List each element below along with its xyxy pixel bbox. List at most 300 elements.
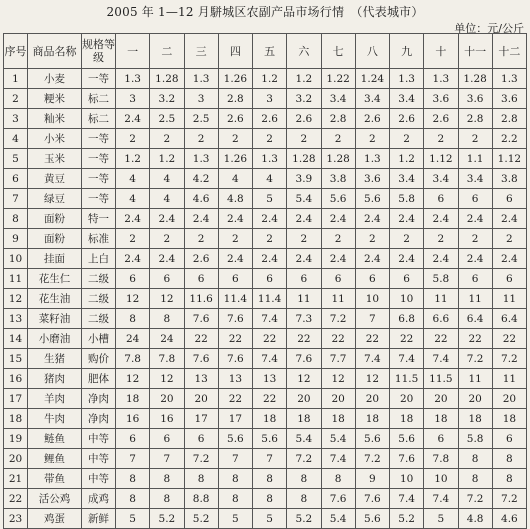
cell-price: 22: [321, 329, 355, 349]
cell-price: 8: [458, 449, 492, 469]
cell-price: 5.2: [390, 509, 424, 529]
cell-index: 7: [4, 189, 28, 209]
header-month: 四: [218, 34, 252, 69]
cell-grade: 一等: [82, 69, 116, 89]
table-row: [4, 429, 527, 449]
cell-price: 7.2: [287, 449, 321, 469]
cell-price: 6: [390, 269, 424, 289]
cell-price: 7: [150, 449, 184, 469]
cell-product: 花生仁: [28, 269, 82, 289]
cell-price: 22: [355, 329, 389, 349]
cell-price: 4: [116, 169, 150, 189]
cell-product: 绿豆: [28, 189, 82, 209]
cell-price: 2.4: [390, 249, 424, 269]
cell-price: 1.3: [424, 69, 458, 89]
cell-price: 18: [458, 409, 492, 429]
cell-price: 11: [458, 289, 492, 309]
cell-price: 11.6: [184, 289, 218, 309]
cell-price: 1.2: [150, 149, 184, 169]
table-row: [4, 129, 527, 149]
cell-price: 20: [184, 389, 218, 409]
cell-price: 12: [321, 369, 355, 389]
cell-price: 2.4: [424, 249, 458, 269]
cell-price: 5.8: [424, 269, 458, 289]
cell-product: 猪肉: [28, 369, 82, 389]
table-row: [4, 349, 527, 369]
cell-price: 1.22: [321, 69, 355, 89]
cell-price: 2: [390, 129, 424, 149]
cell-price: 7.4: [390, 349, 424, 369]
cell-price: 8: [253, 469, 287, 489]
cell-price: 2.6: [184, 249, 218, 269]
cell-price: 22: [184, 329, 218, 349]
cell-price: 2.4: [458, 249, 492, 269]
cell-price: 2: [355, 229, 389, 249]
cell-price: 7.6: [218, 349, 252, 369]
cell-price: 3.4: [390, 169, 424, 189]
cell-price: 8: [116, 489, 150, 509]
cell-grade: 二级: [82, 269, 116, 289]
table-row: [4, 389, 527, 409]
cell-price: 6: [184, 269, 218, 289]
cell-price: 13: [253, 369, 287, 389]
table-row: [4, 69, 527, 89]
header-month: 五: [253, 34, 287, 69]
cell-price: 3.6: [355, 169, 389, 189]
table-row: [4, 89, 527, 109]
cell-price: 11: [287, 289, 321, 309]
cell-price: 22: [218, 389, 252, 409]
cell-price: 1.12: [492, 149, 526, 169]
cell-product: 挂面: [28, 249, 82, 269]
cell-index: 15: [4, 349, 28, 369]
cell-price: 5.6: [355, 509, 389, 529]
cell-price: 6: [253, 269, 287, 289]
cell-price: 12: [150, 369, 184, 389]
cell-price: 2.4: [184, 209, 218, 229]
cell-index: 22: [4, 489, 28, 509]
cell-price: 4.2: [184, 169, 218, 189]
cell-price: 6: [458, 189, 492, 209]
cell-price: 2: [218, 129, 252, 149]
cell-price: 2.4: [116, 109, 150, 129]
cell-price: 16: [150, 409, 184, 429]
cell-price: 7.4: [355, 349, 389, 369]
cell-price: 6.6: [424, 309, 458, 329]
cell-grade: 新鲜: [82, 509, 116, 529]
cell-price: 18: [287, 409, 321, 429]
header-month: 九: [390, 34, 424, 69]
cell-price: 2.4: [458, 209, 492, 229]
cell-price: 17: [218, 409, 252, 429]
cell-price: 12: [287, 369, 321, 389]
cell-price: 2: [116, 129, 150, 149]
cell-index: 4: [4, 129, 28, 149]
cell-price: 2.4: [390, 209, 424, 229]
cell-price: 5: [424, 509, 458, 529]
cell-grade: 一等: [82, 189, 116, 209]
cell-index: 19: [4, 429, 28, 449]
cell-grade: 上白: [82, 249, 116, 269]
cell-price: 5.8: [390, 189, 424, 209]
cell-price: 2.5: [184, 109, 218, 129]
cell-price: 2.6: [253, 109, 287, 129]
cell-price: 12: [355, 369, 389, 389]
cell-grade: 标二: [82, 89, 116, 109]
cell-price: 11.4: [253, 289, 287, 309]
cell-price: 1.2: [116, 149, 150, 169]
cell-price: 7.8: [150, 349, 184, 369]
cell-price: 6: [218, 269, 252, 289]
cell-grade: 小槽: [82, 329, 116, 349]
price-table: [3, 33, 527, 529]
cell-price: 8: [492, 469, 526, 489]
cell-price: 6: [492, 269, 526, 289]
cell-price: 6.4: [458, 309, 492, 329]
cell-price: 2.8: [492, 109, 526, 129]
cell-price: 2.4: [116, 209, 150, 229]
cell-grade: 中等: [82, 449, 116, 469]
cell-product: 菜籽油: [28, 309, 82, 329]
cell-price: 22: [390, 329, 424, 349]
cell-price: 22: [287, 329, 321, 349]
cell-price: 6: [355, 269, 389, 289]
cell-price: 6.8: [390, 309, 424, 329]
table-header-row: [4, 34, 527, 69]
cell-price: 6: [184, 429, 218, 449]
cell-price: 2.8: [218, 89, 252, 109]
cell-price: 18: [424, 409, 458, 429]
cell-price: 18: [321, 409, 355, 429]
cell-price: 2.8: [458, 109, 492, 129]
cell-price: 8: [150, 469, 184, 489]
cell-price: 1.26: [218, 69, 252, 89]
cell-price: 10: [355, 289, 389, 309]
cell-grade: 二级: [82, 309, 116, 329]
header-month: 八: [355, 34, 389, 69]
cell-price: 2.6: [218, 109, 252, 129]
cell-price: 11: [492, 369, 526, 389]
cell-index: 3: [4, 109, 28, 129]
cell-price: 4: [150, 169, 184, 189]
cell-price: 5.6: [355, 429, 389, 449]
cell-price: 20: [150, 389, 184, 409]
cell-price: 2: [116, 229, 150, 249]
cell-price: 5.6: [218, 429, 252, 449]
cell-price: 10: [390, 289, 424, 309]
cell-price: 7: [355, 309, 389, 329]
cell-price: 5.4: [321, 509, 355, 529]
cell-price: 1.28: [458, 69, 492, 89]
cell-price: 11.5: [390, 369, 424, 389]
cell-grade: 购价: [82, 349, 116, 369]
cell-price: 2: [287, 229, 321, 249]
table-row: [4, 449, 527, 469]
cell-price: 8: [287, 469, 321, 489]
cell-price: 20: [390, 389, 424, 409]
cell-price: 2: [321, 229, 355, 249]
cell-price: 11: [424, 289, 458, 309]
table-row: [4, 229, 527, 249]
cell-product: 小麦: [28, 69, 82, 89]
header-month: 一: [116, 34, 150, 69]
cell-index: 23: [4, 509, 28, 529]
cell-price: 12: [116, 289, 150, 309]
cell-index: 8: [4, 209, 28, 229]
cell-price: 20: [287, 389, 321, 409]
cell-price: 20: [321, 389, 355, 409]
cell-index: 5: [4, 149, 28, 169]
cell-price: 3.4: [355, 89, 389, 109]
cell-index: 9: [4, 229, 28, 249]
cell-price: 2.4: [321, 249, 355, 269]
cell-price: 2: [492, 229, 526, 249]
cell-index: 17: [4, 389, 28, 409]
cell-price: 8: [150, 309, 184, 329]
cell-price: 7.4: [424, 489, 458, 509]
cell-product: 带鱼: [28, 469, 82, 489]
cell-price: 24: [150, 329, 184, 349]
cell-price: 4: [253, 169, 287, 189]
cell-price: 20: [355, 389, 389, 409]
cell-price: 4: [150, 189, 184, 209]
cell-price: 8: [321, 469, 355, 489]
cell-price: 2.4: [150, 249, 184, 269]
cell-price: 3.6: [492, 89, 526, 109]
cell-price: 6: [458, 269, 492, 289]
cell-price: 3.2: [287, 89, 321, 109]
cell-price: 5.6: [355, 189, 389, 209]
cell-product: 小米: [28, 129, 82, 149]
cell-index: 13: [4, 309, 28, 329]
cell-price: 7.4: [253, 349, 287, 369]
cell-price: 22: [492, 329, 526, 349]
cell-grade: 肥体: [82, 369, 116, 389]
cell-index: 16: [4, 369, 28, 389]
cell-price: 3.4: [321, 89, 355, 109]
table-row: [4, 289, 527, 309]
cell-price: 2: [321, 129, 355, 149]
cell-price: 2: [218, 229, 252, 249]
table-row: [4, 309, 527, 329]
cell-price: 7.2: [355, 449, 389, 469]
cell-price: 6: [492, 429, 526, 449]
cell-price: 4.8: [458, 509, 492, 529]
cell-index: 2: [4, 89, 28, 109]
cell-price: 6: [424, 189, 458, 209]
cell-price: 18: [355, 409, 389, 429]
cell-price: 2: [287, 129, 321, 149]
cell-price: 22: [253, 329, 287, 349]
cell-product: 小磨油: [28, 329, 82, 349]
cell-price: 20: [424, 389, 458, 409]
cell-price: 1.26: [218, 149, 252, 169]
table-body: [4, 69, 527, 529]
cell-price: 3.4: [390, 89, 424, 109]
cell-price: 2.4: [355, 249, 389, 269]
cell-price: 1.2: [287, 69, 321, 89]
cell-price: 7.6: [287, 349, 321, 369]
cell-index: 1: [4, 69, 28, 89]
cell-index: 21: [4, 469, 28, 489]
table-row: [4, 469, 527, 489]
cell-price: 7.2: [492, 489, 526, 509]
cell-price: 2.5: [150, 109, 184, 129]
cell-grade: 标二: [82, 109, 116, 129]
cell-price: 1.2: [390, 149, 424, 169]
cell-price: 1.3: [116, 69, 150, 89]
cell-price: 20: [492, 389, 526, 409]
cell-price: 18: [390, 409, 424, 429]
cell-price: 8: [150, 489, 184, 509]
cell-price: 8: [253, 489, 287, 509]
table-row: [4, 369, 527, 389]
cell-price: 2: [390, 229, 424, 249]
table-row: [4, 189, 527, 209]
cell-price: 2.4: [287, 209, 321, 229]
cell-price: 7.6: [218, 309, 252, 329]
cell-product: 鲢鱼: [28, 429, 82, 449]
cell-price: 8: [218, 469, 252, 489]
cell-price: 2: [458, 229, 492, 249]
document-title: 2005 年 1—12 月駢城区农副产品市场行情 （代表城市）: [106, 5, 424, 19]
cell-product: 面粉: [28, 209, 82, 229]
table-row: [4, 269, 527, 289]
cell-price: 7: [116, 449, 150, 469]
cell-price: 2.6: [390, 109, 424, 129]
cell-price: 1.3: [492, 69, 526, 89]
cell-index: 14: [4, 329, 28, 349]
cell-price: 22: [253, 389, 287, 409]
cell-grade: 净肉: [82, 409, 116, 429]
cell-price: 5.8: [458, 429, 492, 449]
cell-price: 2.4: [321, 209, 355, 229]
header-month: 十一: [458, 34, 492, 69]
cell-product: 鲤鱼: [28, 449, 82, 469]
cell-product: 黄豆: [28, 169, 82, 189]
cell-price: 7.6: [355, 489, 389, 509]
cell-price: 7: [253, 449, 287, 469]
cell-price: 8: [218, 489, 252, 509]
cell-price: 4.6: [184, 189, 218, 209]
cell-price: 2.4: [492, 249, 526, 269]
cell-price: 5.2: [184, 509, 218, 529]
cell-price: 7.6: [321, 489, 355, 509]
cell-price: 7.7: [321, 349, 355, 369]
cell-price: 8: [116, 469, 150, 489]
cell-price: 8: [116, 309, 150, 329]
cell-product: 面粉: [28, 229, 82, 249]
cell-product: 活公鸡: [28, 489, 82, 509]
cell-price: 3: [253, 89, 287, 109]
cell-price: 11: [492, 289, 526, 309]
cell-price: 7.6: [184, 309, 218, 329]
cell-price: 10: [424, 469, 458, 489]
cell-price: 12: [116, 369, 150, 389]
cell-price: 7.4: [424, 349, 458, 369]
cell-price: 2.4: [116, 249, 150, 269]
cell-product: 粳米: [28, 89, 82, 109]
cell-grade: 二级: [82, 289, 116, 309]
cell-price: 1.28: [287, 149, 321, 169]
header-month: 六: [287, 34, 321, 69]
cell-index: 18: [4, 409, 28, 429]
table-row: [4, 109, 527, 129]
cell-price: 6: [492, 189, 526, 209]
cell-price: 8.8: [184, 489, 218, 509]
cell-price: 3.4: [458, 169, 492, 189]
cell-price: 3.4: [424, 169, 458, 189]
header-product: 商品名称: [28, 34, 82, 69]
cell-product: 羊肉: [28, 389, 82, 409]
cell-price: 7.2: [458, 489, 492, 509]
table-row: [4, 329, 527, 349]
cell-price: 11.5: [424, 369, 458, 389]
cell-price: 4.8: [218, 189, 252, 209]
cell-price: 1.28: [321, 149, 355, 169]
header-month: 十二: [492, 34, 526, 69]
cell-price: 6: [150, 429, 184, 449]
cell-price: 3.6: [458, 89, 492, 109]
cell-price: 6: [321, 269, 355, 289]
cell-price: 5.4: [287, 189, 321, 209]
table-row: [4, 169, 527, 189]
cell-price: 1.24: [355, 69, 389, 89]
cell-price: 5: [253, 509, 287, 529]
cell-price: 7.8: [424, 449, 458, 469]
cell-price: 2.4: [492, 209, 526, 229]
cell-price: 2.4: [150, 209, 184, 229]
cell-price: 2: [424, 229, 458, 249]
cell-price: 2: [150, 229, 184, 249]
cell-grade: 中等: [82, 429, 116, 449]
table-row: [4, 489, 527, 509]
cell-price: 5: [116, 509, 150, 529]
cell-price: 1.28: [150, 69, 184, 89]
header-month: 三: [184, 34, 218, 69]
cell-price: 8: [458, 469, 492, 489]
cell-price: 7.2: [458, 349, 492, 369]
table-row: [4, 249, 527, 269]
cell-price: 2: [355, 129, 389, 149]
cell-price: 2.4: [287, 249, 321, 269]
cell-price: 11: [321, 289, 355, 309]
header-grade: 规格等级: [82, 34, 116, 69]
cell-grade: 特一: [82, 209, 116, 229]
cell-price: 2.2: [492, 129, 526, 149]
header-month: 十: [424, 34, 458, 69]
header-month: 七: [321, 34, 355, 69]
cell-price: 6: [424, 429, 458, 449]
cell-price: 22: [424, 329, 458, 349]
cell-price: 22: [218, 329, 252, 349]
cell-product: 玉米: [28, 149, 82, 169]
cell-price: 22: [458, 329, 492, 349]
cell-grade: 中等: [82, 469, 116, 489]
cell-price: 3.2: [150, 89, 184, 109]
cell-price: 2: [150, 129, 184, 149]
cell-price: 24: [116, 329, 150, 349]
cell-grade: 成鸡: [82, 489, 116, 509]
cell-price: 4: [116, 189, 150, 209]
cell-price: 2: [253, 129, 287, 149]
cell-price: 6: [287, 269, 321, 289]
cell-price: 3.8: [492, 169, 526, 189]
cell-price: 20: [458, 389, 492, 409]
cell-product: 生猪: [28, 349, 82, 369]
cell-price: 7.6: [184, 349, 218, 369]
cell-price: 2.4: [355, 209, 389, 229]
